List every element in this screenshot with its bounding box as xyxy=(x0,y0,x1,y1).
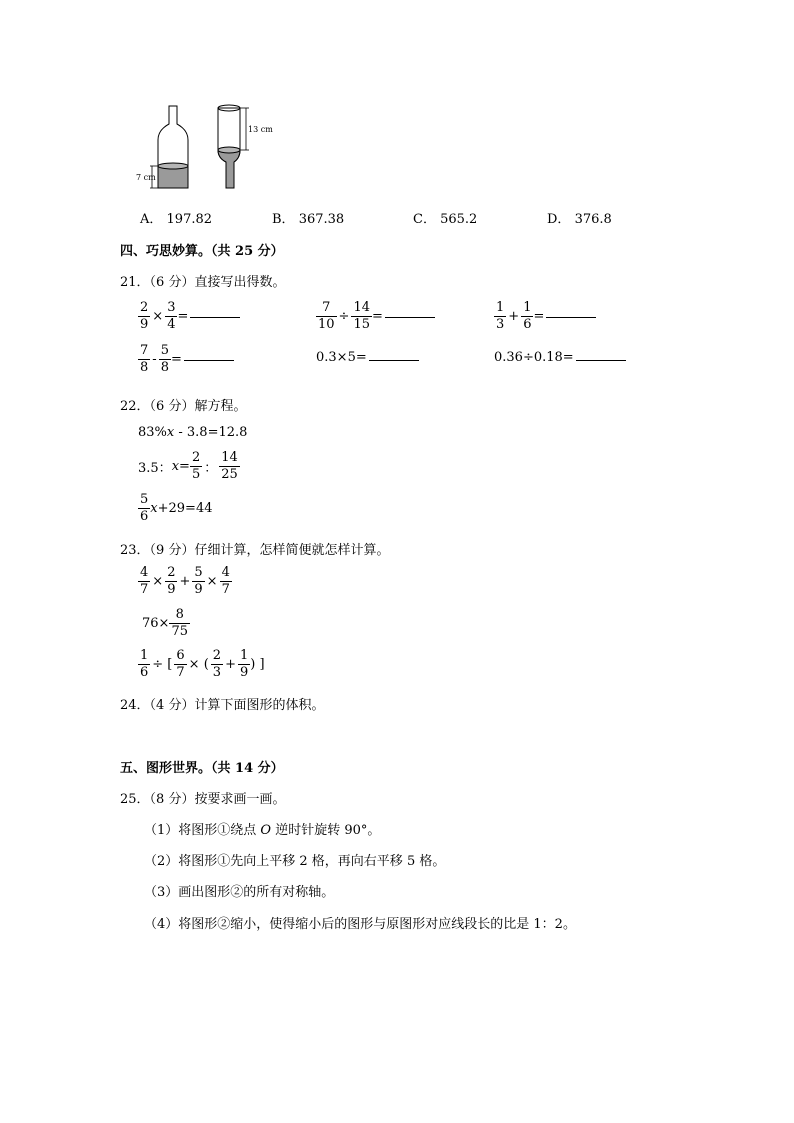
q25-stem: 25．（8 分）按要求画一画。 xyxy=(120,792,286,807)
q23-expr3: $\frac{1}{6}$ ÷ [ $\frac{6}{7}$ × ( $\frac{2}{3}$ + $\frac{1}{9}$ ) ] xyxy=(140,648,265,680)
option-d[interactable]: D． 376.8 xyxy=(547,212,612,227)
q25-step3: （3）画出图形②的所有对称轴。 xyxy=(144,885,335,900)
q25-step4: （4）将图形②缩小，使得缩小后的图形与原图形对应线段长的比是 1：2。 xyxy=(144,917,576,932)
label-13cm: 13 cm xyxy=(248,125,273,134)
q21-item5: 0.3×5= xyxy=(316,350,419,365)
q22-eq1: 83%x - 3.8=12.8 xyxy=(138,425,248,440)
q21-item6: 0.36÷0.18= xyxy=(494,350,626,365)
q25-step1: （1）将图形①绕点 O 逆时针旋转 90°。 xyxy=(144,823,381,838)
answer-blank[interactable] xyxy=(576,359,626,361)
answer-blank[interactable] xyxy=(546,316,596,318)
answer-blank[interactable] xyxy=(190,316,240,318)
q21-item2: $\frac{7}{10}$ ÷ $\frac{14}{15}$ = xyxy=(316,300,435,333)
q21-item1: $\frac{2}{9}$ × $\frac{3}{4}$ = xyxy=(138,300,240,333)
q22-eq3: $\frac{5}{6}$ x +29=44 xyxy=(140,492,213,524)
q22-eq2: 3.5： x = $\frac{2}{5}$ ： $\frac{14}{25}$ xyxy=(138,450,238,482)
q21-item3: $\frac{1}{3}$ + $\frac{1}{6}$ = xyxy=(494,300,596,333)
q25-step2: （2）将图形①先向上平移 2 格，再向右平移 5 格。 xyxy=(144,854,446,869)
q23-stem: 23．（9 分）仔细计算，怎样简便就怎样计算。 xyxy=(120,543,390,558)
option-b[interactable]: B． 367.38 xyxy=(272,212,345,227)
answer-blank[interactable] xyxy=(385,316,435,318)
answer-blank[interactable] xyxy=(369,359,419,361)
q22-stem: 22．（6 分）解方程。 xyxy=(120,399,247,414)
q23-expr1: $\frac{4}{7}$ × $\frac{2}{9}$ + $\frac{5}{9}$ × $\frac{4}{7}$ xyxy=(140,565,230,597)
section4-title: 四、巧思妙算。（共 25 分） xyxy=(120,244,284,259)
option-a[interactable]: A． 197.82 xyxy=(140,212,213,227)
bottles-figure xyxy=(136,100,276,192)
label-7cm: 7 cm xyxy=(136,173,156,182)
right-bottle xyxy=(218,105,249,188)
q21-stem: 21．（6 分）直接写出得数。 xyxy=(120,275,286,290)
q23-expr2: 76× $\frac{8}{75}$ xyxy=(142,607,188,639)
answer-blank[interactable] xyxy=(184,359,234,361)
option-c[interactable]: C． 565.2 xyxy=(413,212,478,227)
section5-title: 五、图形世界。（共 14 分） xyxy=(120,761,284,776)
q24-stem: 24．（4 分）计算下面图形的体积。 xyxy=(120,698,325,713)
q21-item4: $\frac{7}{8}$ - $\frac{5}{8}$ = xyxy=(138,343,234,376)
